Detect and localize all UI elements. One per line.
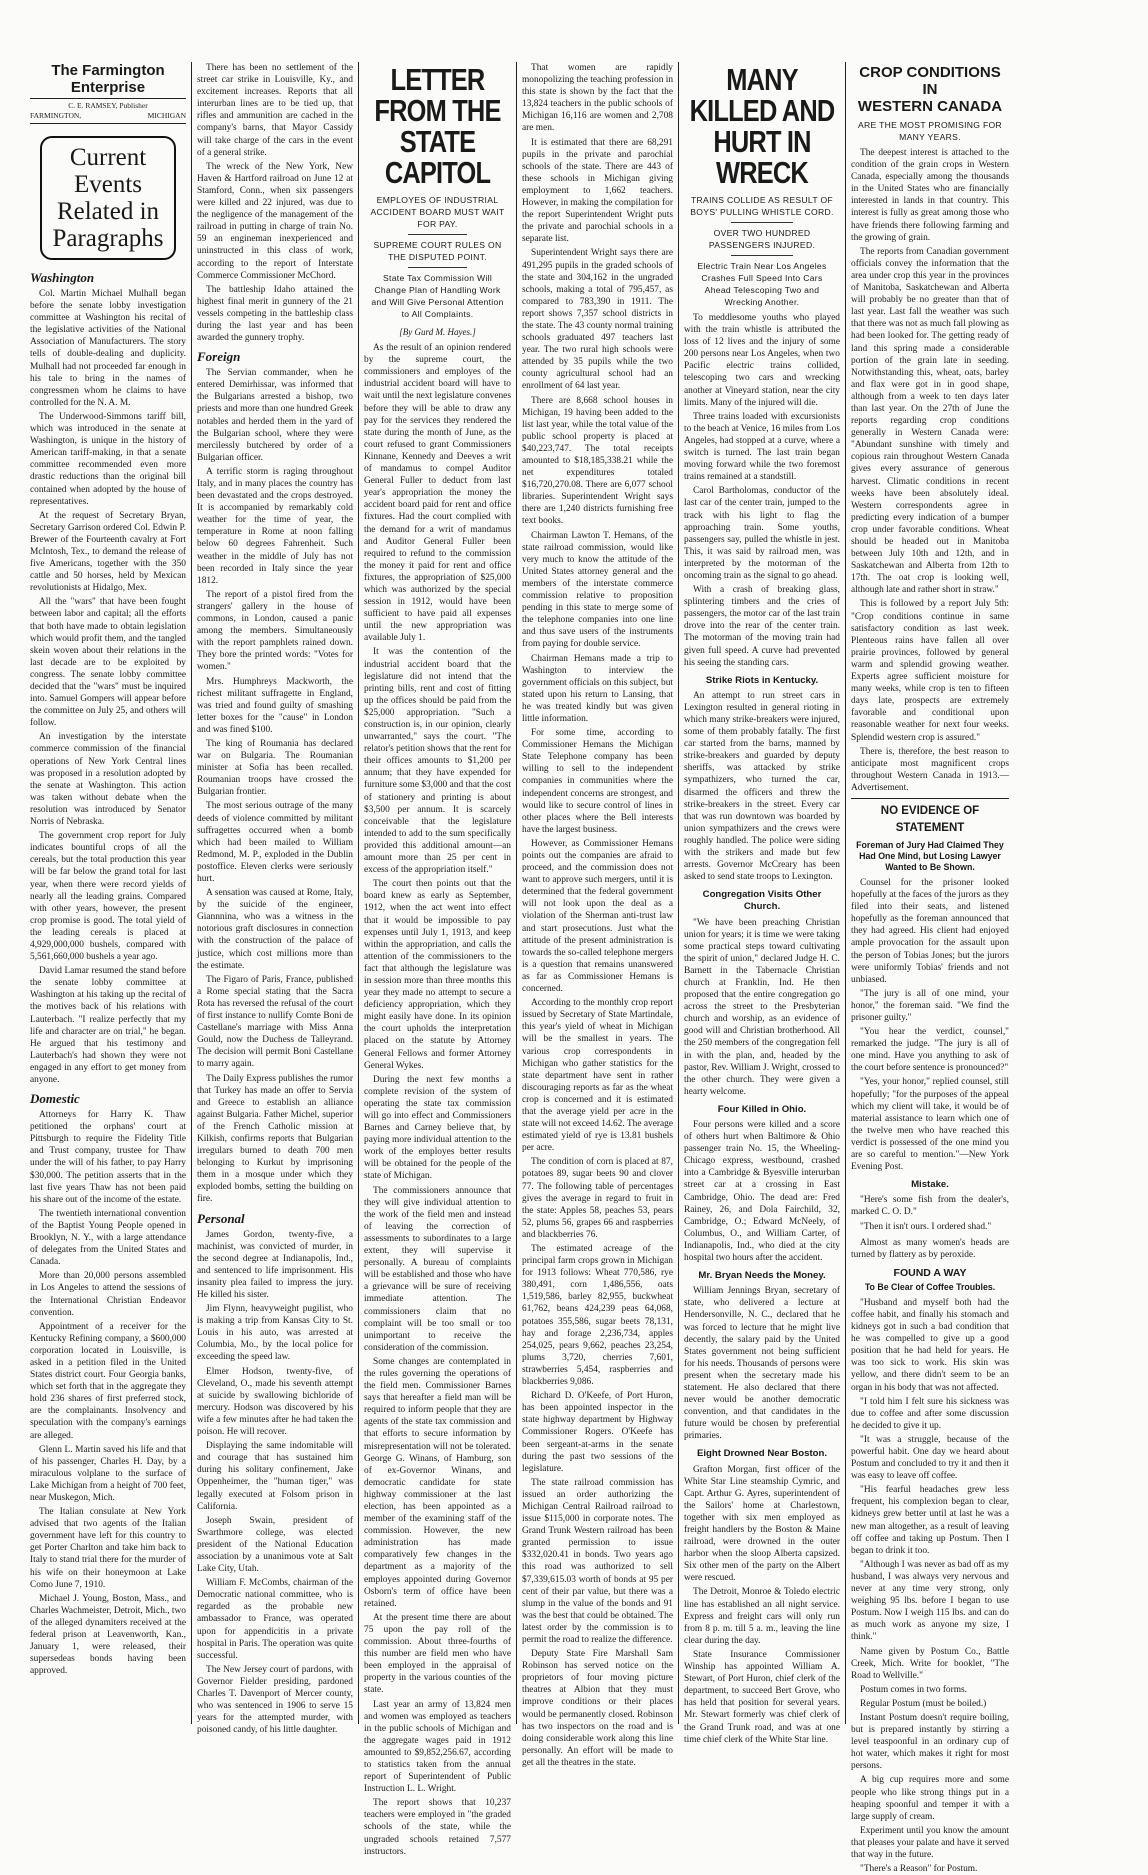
- paragraph: Four persons were killed and a score of others hurt when Baltimore & Ohio passenger train No. 15, the Wheeling-Chicago express, westbound, crashed into a Cambridge & Byesville interurban street car at a crossing in East Cambridge, Ohio. The dead are: Fred Rainey, 26, and Dola Fairchild, 32, Cambridge, O.; Edward McNeely, of Columbus, O., and William Carter, of Indianapolis, Ind., who died at the city hospital two hours after the accident.: [684, 1120, 840, 1264]
- paragraph: At the request of Secretary Bryan, Secretary Garrison ordered Col. Edwin P. Brewer of the Fourteenth cavalry at Fort McIntosh, Tex., to demand the release of five Americans, together with the 350 cattle and 50 horses, held by Mexican revolutionists at Hidalgo, Mex.: [30, 510, 186, 594]
- paragraph: The commissioners announce that they will give individual attention to the work of the field men and instead of leaving the correction of assessments to subordinates to a large extent, they will supervise it personally. A bureau of complaints will be established and those who have a grievance will be sure of receiving immediate attention. The commissioners claim that no complaint will be too small or too unimportant to receive the consideration of the commission.: [364, 1185, 511, 1353]
- paragraph: The Servian commander, when he entered Demirhissar, was informed that the Bulgarians arrested a bishop, two priests and more than one hundred Greek notables and herded them in the yard of the Bulgarian school, where they were mercilessly butchered by order of a Bulgarian officer.: [197, 368, 353, 463]
- paragraph: David Lamar resumed the stand before the senate lobby committee at Washington at his taking up the recital of the motives back of his relations with Lauterbach. "I realize perfectly that my life and character are on trial," he began. He argued that his testimony and Lauterbach's had shown they were not engaged in any effort to get money from anyone.: [30, 966, 186, 1085]
- paragraph: "I told him I felt sure his sickness was due to coffee and after some discussion he decided to give it up.: [851, 1396, 1009, 1431]
- paragraph: The Daily Express publishes the rumor that Turkey has made an offer to Servia and Greece to establish an alliance against Bulgaria. Father Michel, superior of the French Catholic mission at Kilkish, confirms reports that Bulgarian irregulars burned to death 700 men belonging to Kurkut by imprisoning them in a mosque under which they exploded bombs, setting the building on fire.: [197, 1073, 353, 1205]
- paragraph: Displaying the same indomitable will and courage that has sustained him during his solitary confinement, Jake Oppenheimer, the "human tiger," was legally executed at Folsom prison in California.: [197, 1441, 353, 1512]
- paragraph: Name given by Postum Co., Battle Creek, Mich. Write for booklet, "The Road to Wellville.": [851, 1646, 1009, 1681]
- section-heading-personal: Personal: [197, 1210, 245, 1226]
- article-paragraphs: [851, 877, 1009, 1173]
- paragraph: A sensation was caused at Rome, Italy, by the suicide of the engineer, Giannnina, who was a witness in the notorious graft disclosures in connection with the construction of the palace of justice, which cost millions more than the estimate.: [197, 888, 353, 971]
- headline-line: CROP CONDITIONS IN: [859, 64, 1001, 98]
- paragraph: Three trains loaded with excursionists to the beach at Venice, 16 miles from Los Angeles, had stopped at a curve, where a switch is turned. The last train began moving forward while the two foremost trains remained at a standstill.: [684, 411, 840, 483]
- paragraph: With a crash of breaking glass, splintering timbers and the cries of passengers, the motor car of the last train drove into the rear of the center train. The motorman of the moving train had given full speed. A curve had prevented his seeing the standing cars.: [684, 585, 840, 668]
- paragraph: "There's a Reason" for Postum.: [860, 1864, 978, 1875]
- divider: [408, 267, 467, 268]
- paragraph: The condition of corn is placed at 87, potatoes 89, sugar beets 90 and clover 77. The following table of percentages gives the average in regard to fruit in the state: Apples 58, peaches 53, pears 52, plums 56, grapes 66 and raspberries and blackberries 76.: [522, 1157, 673, 1240]
- masthead-city: FARMINGTON,: [30, 111, 82, 120]
- paragraph: Experiment until you know the amount that pleases your palate and have it served that way in the future.: [851, 1825, 1010, 1860]
- headline-state-capitol: [361, 64, 514, 188]
- column-rule: [191, 62, 192, 1724]
- deck: EMPLOYES OF INDUSTRIAL ACCIDENT BOARD MUST WAIT FOR PAY.: [370, 195, 505, 229]
- paragraph: Regular Postum (must be boiled.): [860, 1698, 987, 1709]
- paragraph: Joseph Swain, president of Swarthmore college, was elected president of the National Education association by a unanimous vote at Salt Lake City, Utah.: [197, 1515, 353, 1575]
- paragraph: There has been no settlement of the street car strike in Louisville, Ky., and excitement increases. Reports that all interurban lines are to be tied up, that rifles and ammunition are cached in the company's barns, that Mayor Cassidy will take charge of the cars in the event of a general strike.: [197, 63, 353, 158]
- paragraph: This is followed by a report July 5th: "Crop conditions continue in same satisfactory condition as last week. Plenteous rains have fallen all over prairie provinces, followed by general warm and splendid growing weather. Experts agree sufficient moisture for many weeks, while crop is ten to fifteen days late, prospects are extremely favorable and conditional upon reasonable weather for next four weeks. Splendid western crop is assured.": [851, 599, 1009, 743]
- paragraph: The Detroit, Monroe & Toledo electric line has established an all night service. Express and freight cars will only run from 8 p. m. till 5 a. m., leaving the line clear during the day.: [684, 1587, 840, 1646]
- paragraph: It is estimated that there are 68,291 pupils in the private and parochial schools of the state. There are 443 of these schools in Michigan giving employment to 1,662 teachers. However, in making the compilation for the report Superintendent Wright puts the private and parochial schools in a separate list.: [522, 137, 673, 245]
- paragraph: "Yes, your honor," replied counsel, still hopefully; "for the purposes of the appeal which my client will take, it would be of material assistance to learn which one of the twelve men who have reached this verdict is possessed of the one mind you are so careful to mention."—New York Evening Post.: [851, 1077, 1009, 1173]
- paragraph: At the present time there are about 75 upon the pay roll of the commission. About three-fourths of this number are field men who have been employed in the appraisal of property in the various counties of the state.: [364, 1612, 511, 1696]
- paragraph: William Jennings Bryan, secretary of state, who delivered a lecture at Hendersonville, N. C., declared that he was forced to lecture that he might live decently, the salary paid by the United States government not being sufficient for his needs. Thousands of persons were present when the secretary made his statement. He also declared that there never would be another democratic convention, and that candidates in the future would be chosen by preferential primaries.: [684, 1286, 840, 1442]
- paragraph: James Gordon, twenty-five, a machinist, was convicted of murder, in the second degree at Indianapolis, Ind., and sentenced to life imprisonment. His insanity plea failed to impress the jury. He killed his sister.: [197, 1229, 353, 1300]
- paragraph: Chairman Lawton T. Hemans, of the state railroad commission, would like very much to know the attitude of the United States attorney general and the members of the interstate commerce commission relative to proposition pending in this state to merge some of the telephone companies into one line and thus save users of the instruments from paying for double service.: [522, 530, 673, 650]
- banner-line: Events: [73, 171, 143, 198]
- current-events-banner: [40, 136, 176, 260]
- paragraph: "Here's some fish from the dealer's, marked C. O. D.": [851, 1195, 1009, 1218]
- paragraph: Appointment of a receiver for the Kentucky Refining company, a $600,000 corporation located in Louisville, is asked in a petition filed in the United States district court. Four Georgia banks, which set forth that in the aggregate they hold 236 shares of first preferred stock, are the complainants. Insolvency and speculation with the company's earnings are alleged.: [30, 1321, 186, 1441]
- paragraph: Superintendent Wright says there are 491,295 pupils in the graded schools of the state and 304,162 in the ungraded schools, making a total of 795,457, as compared to 783,390 in 1911. The report shows 7,357 school districts in the state. The 43 county normal training schools graduated 497 teachers last year. The two rural high schools were attended by 35 pupils while the two county agricultural school had an enrollment of 64 last year.: [522, 248, 673, 392]
- masthead-dateline: [30, 111, 186, 124]
- divider: [731, 255, 793, 256]
- deck: ARE THE MOST PROMISING FOR MANY YEARS.: [857, 120, 1003, 142]
- paragraph: State Insurance Commissioner Winship has appointed William A. Stewart, of Port Huron, chief clerk of the department, to succeed Bert Grove, who has held that position for several years. Mr. Stewart formerly was chief clerk of the Grand Trunk road, and was at one time chief clerk of the White Star line.: [684, 1649, 840, 1745]
- article-paragraphs: [684, 1464, 840, 1746]
- paragraph: "Husband and myself both had the coffee habit, and finally his stomach and kidneys got in such a bad condition that he was compelled to give up a good position that he had held for years. He was too sick to work. His skin was yellow, and there didn't seem to be an organ in his body that was not affected.: [851, 1297, 1009, 1393]
- paragraph: "His fearful headaches grew less frequent, his complexion began to clear, kidneys grew better until at last he was a new man altogether, as a result of leaving off coffee and taking up Postum. Then I began to drink it too.: [851, 1485, 1009, 1556]
- paragraph: The New Jersey court of pardons, with Governor Fielder presiding, pardoned Charles T. Davenport of Mercer county, who was sentenced in 1906 to serve 15 years for the attempted murder, with poisoned candy, of his little daughter.: [197, 1664, 353, 1736]
- paragraph: Grafton Morgan, first officer of the White Star Line steamship Cymric, and Capt. Arthur G. Ayres, superintendent of the Sailors' home at Charlestown, together with six men employed as freight handlers by the Boston & Maine railroad, were drowned in the outer harbor when the sloop Alberta capsized. Six other men of the party on the Albert were rescued.: [684, 1464, 840, 1584]
- paragraph: "Although I was never as bad off as my husband, I was always very nervous and never at any time very strong, only weighing 95 lbs. before I began to use Postum. Now I weigh 115 lbs. and can do as much work as anyone my size, I think.": [851, 1559, 1009, 1643]
- article-paragraphs: [197, 62, 353, 344]
- column-2: [197, 62, 353, 1736]
- column-rule: [845, 62, 846, 1724]
- column-5: [684, 62, 840, 1745]
- masthead-state: MICHIGAN: [147, 111, 186, 120]
- subhead: Mistake.: [911, 1179, 949, 1191]
- paragraph: The state railroad commission has issued an order authorizing the Michigan Central Railroad railroad to issue $115,000 in corporate notes. The Grand Trunk Western railroad has been granted permission to issue $332,020.41 in bonds. Two years ago this road was authorized to sell $7,339,615.03 worth of bonds at 95 per cent of their par value, but there was a slump in the value of the bonds and 91 was the best that could be obtained. The latest order by the commission is to permit the road to realize the difference.: [522, 1477, 673, 1645]
- column-3: [364, 62, 511, 1857]
- paragraph: Michael J. Young, Boston, Mass., and Charles Wachmeister, Detroit, Mich., two of the alleged dynamiters received at the federal prison at Leavenworth, Kan., January 1, were released, their supersedeas bonds having been approved.: [30, 1593, 186, 1677]
- paragraph: The estimated acreage of the principal farm crops grown in Michigan for 1913 follows: Wheat 770,586, rye 380,491, corn 1,486,556, oats 1,519,586, barley 82,955, buckwheat 61,762, beans 424,239 peas 64,068, potatoes 355,586, sugar beets 78,131, hay and forage 2,236,734, apples 254,025, pears 9,662, peaches 23,254, plums 3,720, cherries 7,601, strawberries 5,454, raspberries and blackberries 9,086.: [522, 1244, 673, 1388]
- subhead: Strike Riots in Kentucky.: [705, 674, 819, 686]
- article-paragraphs: [30, 288, 186, 1086]
- divider: [731, 222, 793, 223]
- article-paragraphs: [684, 917, 840, 1098]
- ad-headline: FOUND A WAY: [893, 1266, 967, 1279]
- article-paragraphs: [684, 312, 840, 669]
- paragraph: Some changes are contemplated in the rules governing the operations of the field men. Commissioner Barnes says that hereafter a field man will be required to inform people that they are agents of the state tax commission and that efforts to secure information by misrepresentation will not be tolerated. George G. Winans, of Hamburg, son of ex-Governor Winans, and democratic candidate for state highway commissioner at the last election, has been appointed as a member of the examining staff of the commission. However, the new administration has made comparatively few changes in the department as a majority of the employes appointed during Governor Osborn's term of office have been retained.: [364, 1356, 511, 1609]
- paragraph: The Italian consulate at New York advised that two agents of the Italian government have left for this country to get Porter Charlton and take him back to Italy to stand trial there for the murder of his wife on their honeymoon at Lake Como June 7, 1910.: [30, 1507, 186, 1590]
- ad-paragraphs: [851, 1297, 1009, 1875]
- deck: Electric Train Near Los Angeles Crashes Full Speed Into Cars Ahead Telescoping Two and Wrecking Another.: [697, 261, 827, 307]
- headline-line: HURT IN WRECK: [713, 124, 811, 190]
- paragraph: The Underwood-Simmons tariff bill, which was introduced in the senate at Washington, is unique in the history of American tariff-making, in that a senate committee recommended even more drastic reductions than the original bill contained when adopted by the house of representatives.: [30, 411, 186, 507]
- paragraph: A big cup requires more and some people who like strong things put in a heaping spoonful and temper it with a large supply of cream.: [851, 1775, 1009, 1822]
- paragraph: Instant Postum doesn't require boiling, but is prepared instantly by stirring a level teaspoonful in an ordinary cup of hot water, which makes it right for most persons.: [851, 1712, 1009, 1772]
- deck: OVER TWO HUNDRED PASSENGERS INJURED.: [708, 228, 816, 250]
- paragraph: Jim Flynn, heavyweight pugilist, who is making a trip from Kansas City to St. Louis in his auto, was arrested at Columbia, Mo., by the local police for exceeding the speed law.: [197, 1304, 353, 1363]
- paragraph: To meddlesome youths who played with the train whistle is attributed the loss of 12 lives and the injury of some 200 persons near Los Angeles, when two Pacific electric trains collided, telescoping two cars and wrecking another at Vineyard station, near the city limits. Many of the injured will die.: [684, 313, 840, 408]
- banner-line: Related in: [56, 198, 160, 225]
- headline-line: LETTER FROM THE: [374, 62, 501, 128]
- paragraph: Deputy State Fire Marshall Sam Robinson has served notice on the proprietors of four moving picture theatres at Albion that they must improve conditions or their places would be permanently closed. Robinson has two inspectors on the road and is doing considerable work along this line personally. An effort will be made to get all the theatres in the state.: [522, 1649, 673, 1768]
- headline-line: STATE CAPITOL: [384, 124, 491, 190]
- article-paragraphs: [684, 690, 840, 884]
- column-1: [30, 62, 186, 1724]
- article-paragraphs: [364, 342, 511, 1858]
- paragraph: The twentieth international convention of the Baptist Young People opened in Brooklyn, N. Y., with a large attendance of delegates from the United States and Canada.: [30, 1208, 186, 1268]
- article-paragraphs: [197, 367, 353, 1205]
- paragraph: "Then it isn't ours. I ordered shad.": [860, 1221, 992, 1232]
- filler-item: Almost as many women's heads are turned by flattery as by peroxide.: [851, 1237, 1009, 1260]
- paragraph: During the next few months a complete revision of the system of operating the state tax commission will go into effect and Commissioners Barnes and Carney believe that, by paying more individual attention to the work of the employes better results will be obtained for the people of the state of Michigan.: [364, 1074, 511, 1182]
- paragraph: Counsel for the prisoner looked hopefully at the faces of the jurors as they filed into their seats, and listened hopefully as the foreman announced that they had agreed. His client had enjoyed ample provocation for the assault upon the person of Tobias Jones; but the jurors were uniformly Tobias' friends and not unbiased.: [851, 877, 1009, 985]
- masthead-title: The Farmington Enterprise: [30, 62, 186, 99]
- paragraph: However, as Commissioner Hemans points out the companies are afraid to proceed, and the commission does not want to approve such mergers, until it is determined that the federal government will not look upon the deal as a violation of the Sherman anti-trust law and start prosecutions. Just what the attitude of the present administration is towards the so-called telephone mergers is a question that remains unanswered as far as Commissioner Hemans is concerned.: [522, 838, 673, 995]
- deck: SUPREME COURT RULES ON THE DISPUTED POINT.: [373, 240, 502, 262]
- paragraph: A terrific storm is raging throughout Italy, and in many places the country has been devastated and the crops destroyed. It is accompanied by remarkably cold weather for the time of year, the temperature in Rome at noon falling below 60 degrees Fahrenheit. Such weather in the middle of July has not been recorded in Italy since the year 1812.: [197, 466, 353, 586]
- column-rule: [516, 62, 517, 1724]
- paragraph: The Figaro of Paris, France, published a Rome special stating that the Sacra Rota has reversed the refusal of the court of first instance to nullify Comte Boni de Castellane's marriage with Miss Anna Gould, now the Duchess de Talleyrand. The decision will permit Boni Castellane to marry again.: [197, 974, 353, 1070]
- paragraph: All the "wars" that have been fought between labor and capital; all the efforts that both have made to obtain legislation which would profit them, and the tangled skein woven about their relations in the last decade are to be exploited by congress. The senate lobby committee decided that the "wars" must be inquired into. Samuel Gompers will appear before the committee on July 25, and others will follow.: [30, 597, 186, 729]
- masthead-publisher: C. E. RAMSEY, Publisher: [68, 101, 148, 110]
- subhead: Mr. Bryan Needs the Money.: [698, 1270, 826, 1282]
- paragraph: Carol Bartholomas, conductor of the last car of the center train, jumped to the track with his light to flag the approaching train. Some youths, passengers say, pulled the whistle in jest. This, it was said by railroad men, was interpreted by the motorman of the oncoming train as the signal to go ahead.: [684, 486, 840, 581]
- paragraph: The report of a pistol fired from the strangers' gallery in the house of commons, in London, caused a panic among the members. Simultaneously with the report pamphlets rained down. They bore the printed words: "Votes for women.": [197, 589, 353, 673]
- paragraph: The battleship Idaho attained the highest final merit in gunnery of the 21 vessels competing in the battleship class during the last year and has been awarded the gunnery trophy.: [197, 284, 353, 344]
- paragraph: There is, therefore, the best reason to anticipate most magnificent crops throughout Western Canada in 1913.—Advertisement.: [851, 746, 1009, 793]
- article-paragraphs: [684, 1285, 840, 1442]
- section-heading-foreign: Foreign: [197, 349, 241, 365]
- paragraph: The deepest interest is attached to the condition of the grain crops in Western Canada, especially among the thousands in the United States who are financially interested in lands in that country. This interest is fully as great among those who have friends there following farming and the growing of grain.: [851, 148, 1009, 243]
- deck: TRAINS COLLIDE AS RESULT OF BOYS' PULLING WHISTLE CORD.: [690, 195, 834, 217]
- article-paragraphs: [522, 62, 673, 1769]
- paragraph: Chairman Hemans made a trip to Washington to interview the government officials on this subject, but stated upon his return to Lansing, that he was treated kindly but was given little information.: [522, 653, 673, 724]
- paragraph: Richard D. O'Keefe, of Port Huron, has been appointed inspector in the state highway department by Highway Commissioner Rogers. O'Keefe has been sergeant-at-arms in the senate during the past two sessions of the legislature.: [522, 1391, 673, 1474]
- deck: State Tax Commission Will Change Plan of Handling Work and Will Give Personal Attention to All Complaints.: [371, 273, 504, 319]
- paragraph: Glenn L. Martin saved his life and that of his passenger, Charles H. Day, by a miraculous volplane to the surface of Lake Michigan from a height of 700 feet, near Muskegon, Mich.: [30, 1444, 186, 1503]
- paragraph: The reports from Canadian government officials convey the information that the area under crop this year in the provinces of Manitoba, Saskatchewan and Alberta will probably be no greater than that of last year. Last fall the weather was such that there was not as much fall plowing as had been looked for. The getting ready of land this spring made a considerable portion of the grain late in seeding. Notwithstanding this, wheat, oats, barley and flax were got in in good shape, although from a week to ten days later than last year. On the 27th of June the reports regarding crop conditions generally in Western Canada were: "Abundant sunshine with timely and copious rain throughout Western Canada gives every assurance of generous harvest. Climatic conditions in recent weeks have been absolutely ideal. Western correspondents agree in predicting every indication of a bumper crop under favorable conditions. Wheat should be headed out in Manitoba between July 10th and 12th, and in Saskatchewan and Alberta from 12th to 17th. The oat crop is looking well, although late and rather short in straw.": [851, 246, 1009, 596]
- paragraph: William F. McCombs, chairman of the Democratic national committee, who is regarded as the probable new ambassador to France, was operated upon for appendicitis in a private hospital in Paris. The operation was quite successful.: [197, 1578, 353, 1661]
- paragraph: It was the contention of the industrial accident board that the legislature did not intend that the printing bills, rent and cost of fitting up the offices should be paid from the $25,000 appropriation. "Such a construction is, in our opinion, clearly unwarranted," says the court. "The relator's petition shows that the rent for their offices amounts to $1,200 per annum; that they have expended for furniture some $3,000 and that the cost of stationery and printing is about $3,500 per annum. It is scarcely conceivable that the legislature intended to add to the sum specifically provided this additional amount—an amount more than 25 per cent in excess of the appropriation itself.": [364, 647, 511, 876]
- paragraph: The most serious outrage of the many deeds of violence committed by militant suffragettes occurred when a bomb which had been mailed to William Redmond, M. P., exploded in the Dublin postoffice. Eleven clerks were seriously hurt.: [197, 801, 353, 884]
- paragraph: The wreck of the New York, New Haven & Hartford railroad on June 12 at Stamford, Conn., when six passengers were killed and 22 injured, was due to the negligence of the management of the railroad in putting in charge of train No. 59 an engineman inexperienced and uninstructed in this class of work, according to the report of Interstate Commerce Commissioner McChord.: [197, 161, 353, 281]
- paragraph: Elmer Hodson, twenty-five, of Cleveland, O., made his seventh attempt at suicide by swallowing bichloride of mercury. Hodson was discovered by his wife a few minutes after he had taken the poison. He will recover.: [197, 1366, 353, 1438]
- paragraph: According to the monthly crop report issued by Secretary of State Martindale, this year's yield of wheat in Michigan will be the smallest in years. The various crop correspondents in Michigan who gather statistics for the state department have sent in rather discouraging reports as far as the wheat crop is concerned and it is estimated that the average yield per acre in the state will not exceed 14.62. The average estimated yield of rye is 13.81 bushels per acre.: [522, 998, 673, 1154]
- column-4: [522, 62, 674, 1768]
- paragraph: More than 20,000 persons assembled in Los Angeles to attend the sessions of the International Christian Endeavor convention.: [30, 1271, 186, 1318]
- paragraph: As the result of an opinion rendered by the supreme court, the commissioners and employes of the industrial accident board will have to wait until the next legislature convenes before they will be able to draw any pay for the services they rendered the state during the month of June, as the court refused to grant Commissioners Kinnane, Kennedy and Deeves a writ of mandamus to compel Auditor General Fuller to deduct from last year's appropriation the money the accident board paid for rent and office fixtures. Had the court complied with the demand for a writ of mandamus and Auditor General Fuller been required to refund to the commission the money it paid for rent and office fixtures, the appropriation of $25,000 which was authorized by the special session in 1912, would have been sufficient to have paid all expenses until the new appropriation was available July 1.: [364, 343, 511, 644]
- article-paragraphs: [851, 147, 1009, 794]
- paragraph: An attempt to run street cars in Lexington resulted in general rioting in which many strike-breakers were injured, some of them probably fatally. The first car started from the barns, manned by strike-breakers and guarded by deputy sheriffs, was attacked by strike sympathizers, who turned the car, disarmed the officers and threw the strike-breakers in the street. Every car that was run downtown was boarded by union sympathizers and the crews were roughly handled. The police were siding with the strikers and made but few arrests. Governor McCreary has been asked to send state troops to Lexington.: [684, 690, 840, 883]
- headline-wreck: [682, 64, 843, 188]
- subhead: Four Killed in Ohio.: [717, 1103, 807, 1115]
- deck: Foreman of Jury Had Claimed They Had One Mind, but Losing Lawyer Wanted to Be Shown.: [856, 839, 1004, 872]
- ad-deck: To Be Clear of Coffee Troubles.: [864, 1281, 996, 1292]
- divider: [408, 234, 467, 235]
- paragraph: Attorneys for Harry K. Thaw petitioned the orphans' court at Pittsburgh to require the Fidelity Title and Trust company, trustee for Thaw under the will of his father, to pay Harry $30,000. The petition asserts that in the last five years Thaw has not been paid his share out of the income of the estate.: [30, 1110, 186, 1205]
- paragraph: "The jury is all of one mind, your honor," the foreman said. "We find the prisoner guilty.": [851, 988, 1009, 1023]
- paragraph: The king of Roumania has declared war on Bulgaria. The Roumanian minister at Sofia has been recalled. Roumanian troops have crossed the Bulgarian frontier.: [197, 738, 353, 798]
- paragraph: Mrs. Humphreys Mackworth, the richest militant suffragette in England, was tried and found guilty of smashing letter boxes for the "cause" in London and was fined $100.: [197, 676, 353, 735]
- headline-line: MANY KILLED AND: [689, 62, 835, 128]
- paragraph: Col. Martin Michael Mulhall began before the senate lobby investigation committee at Washington his recital of the legislative activities of the National Association of Manufacturers. The story tells of double-dealing and duplicity. Mulhall had not proceeded far enough in his tale to bring in the names of congressmen whom he claims to have controlled for the N. A. M.: [30, 289, 186, 408]
- headline-evidence: NO EVIDENCE OF STATEMENT: [880, 804, 980, 834]
- paragraph: That women are rapidly monopolizing the teaching profession in this state is shown by the fact that the 13,824 teachers in the public schools of Michigan 16,116 are women and 2,708 are men.: [522, 63, 674, 134]
- paragraph: For some time, according to Commissioner Hemans the Michigan State Telephone company has been willing to sell to the independent companies in communities where the independent concerns are strongest, and would like to secure control of lines in other places where the Bell interests have the largest business.: [522, 728, 673, 835]
- paragraph: Last year an army of 13,824 men and women was employed as teachers in the public schools of Michigan and the aggregate wages paid in 1912 amounted to $9,852,256.67, according to statistics taken from the annual report of Superintendent of Public Instruction L. L. Wright.: [364, 1699, 511, 1795]
- article-paragraphs: [851, 1194, 1009, 1232]
- paragraph: Postum comes in two forms.: [860, 1684, 968, 1695]
- column-rule: [358, 62, 359, 1724]
- subhead: Eight Drowned Near Boston.: [696, 1448, 828, 1460]
- article-paragraphs: [30, 1109, 186, 1677]
- subhead: Congregation Visits Other Church.: [702, 889, 822, 913]
- byline: [By Gurd M. Hayes.]: [399, 327, 476, 337]
- headline-line: WESTERN CANADA: [857, 98, 1003, 115]
- paragraph: An investigation by the interstate commerce commission of the financial operations of New York Central lines was proposed in a resolution adopted by the senate at Washington. This action was taken without debate when the resolution was introduced by Senator Norris of Nebraska.: [30, 732, 186, 828]
- headline-crop-conditions: [851, 64, 1009, 115]
- section-heading-domestic: Domestic: [30, 1091, 80, 1107]
- paragraph: The court then points out that the board knew as early as September, 1912, when the act went into effect that it would be impossible to pay expenses until July 1, 1913, and keep within the appropriation, and calls the attention of the commissioners to the fact that although the legislature was in session more than three months this year they made no attempt to secure a deficiency appropriation, which they might easily have done. In its opinion the court upholds the interpretation placed on the statute by Attorney General Fellows and former Attorney General Wykes.: [364, 879, 511, 1071]
- banner-line: Paragraphs: [52, 225, 164, 252]
- section-heading-washington: Washington: [30, 270, 95, 285]
- article-paragraphs: [197, 1229, 353, 1737]
- column-6: [851, 62, 1010, 1875]
- divider: [851, 798, 1009, 799]
- paragraph: The report shows that 10,237 teachers were employed in "the graded schools of the state, while the ungraded schools retained 7,577 instructors.: [364, 1798, 511, 1857]
- paragraph: There are 8,668 school houses in Michigan, 19 having been added to the list last year, while the total value of the public school property is placed at $40,223,747. The total receipts amounted to $18,185,338.21 while the net expenditures totaled $16,720,270.08. There are 6,077 school libraries. Superintendent Wright says there are 1,240 districts furnishing free text books.: [522, 395, 673, 527]
- paragraph: "You hear the verdict, counsel," remarked the judge. "The jury is all of one mind. Have you anything to ask of the court before sentence is pronounced?": [851, 1027, 1009, 1074]
- paragraph: The government crop report for July indicates bountiful crops of all the cereals, but the total production this year will be far below the grand total for last year, when there were record yields of nearly all the leading grains. Compared with other years, however, the present crop promise is good. The total yield of the leading cereals is placed at 4,929,000,000 bushels, compared with 5,561,660,000 bushels a year ago.: [30, 831, 186, 963]
- article-paragraphs: [684, 1119, 840, 1264]
- paragraph: "We have been preaching Christian union for years; it is time we were taking some practical steps toward cultivating the spirit of union," declared Judge H. C. Barnett in the Tabernacle Christian church at Franklin, Ind. He then proposed that the entire congregation go across the street to the Presbyterian church and worship, as an evidence of good will and Christian brotherhood. All the 250 members of the congregation fell in with the plan, and, headed by the pastor, Rev. William J. Wright, crossed to the other church. They were given a hearty welcome.: [684, 917, 840, 1097]
- paragraph: "It was a struggle, because of the powerful habit. One day we heard about Postum and concluded to try it and then it was easy to leave off coffee.: [851, 1434, 1009, 1482]
- column-rule: [678, 62, 679, 1724]
- banner-line: Current: [69, 144, 147, 171]
